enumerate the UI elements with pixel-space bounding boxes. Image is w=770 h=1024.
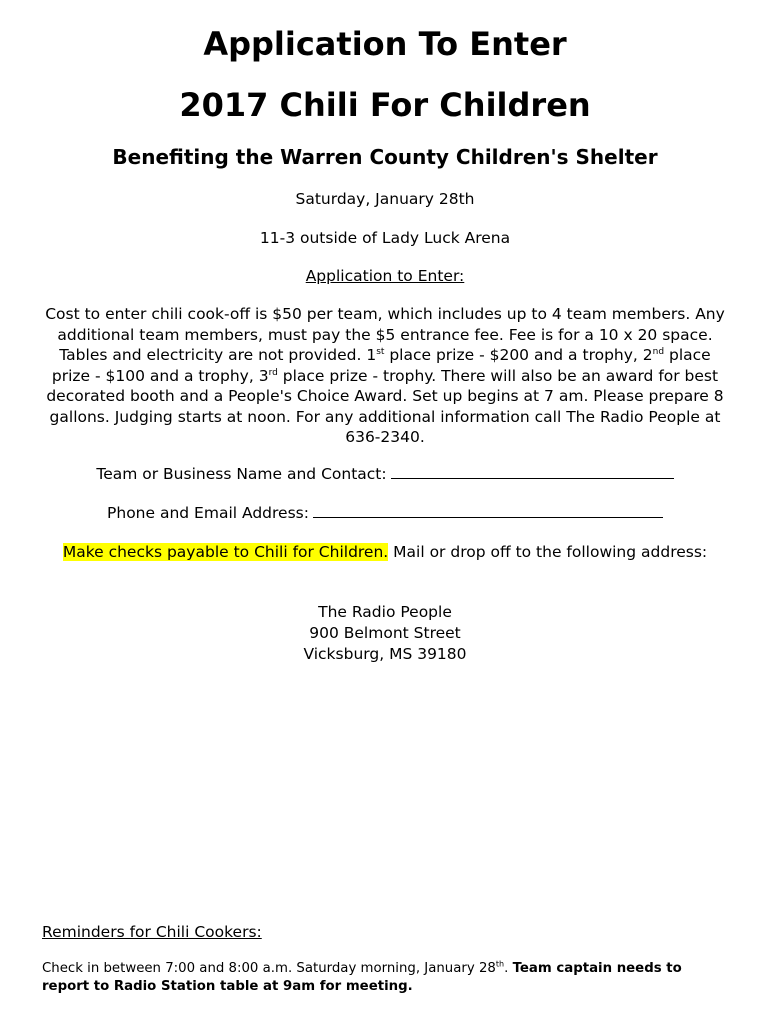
application-heading: Application to Enter: xyxy=(305,267,465,285)
superscript-nd: nd xyxy=(652,346,665,357)
checkin-text: Check in between 7:00 and 8:00 a.m. Saturday morning, January 28 xyxy=(42,961,496,976)
superscript-rd: rd xyxy=(268,367,278,378)
event-date: Saturday, January 28th xyxy=(295,190,475,208)
team-name-label: Team or Business Name and Contact: xyxy=(96,465,387,483)
reminders-heading: Reminders for Chili Cookers: xyxy=(42,923,262,941)
payment-highlight: Make checks payable to Chili for Children. xyxy=(62,543,389,561)
paragraph-text-2: place prize - $200 and a trophy, 2 xyxy=(384,346,653,364)
event-time-location: 11-3 outside of Lady Luck Arena xyxy=(259,229,511,247)
checkin-reminder xyxy=(42,960,732,996)
phone-email-label: Phone and Email Address: xyxy=(107,504,309,522)
checkin-bold-text: Team captain needs to report to Radio Station table at 9am for meeting. xyxy=(42,961,682,994)
page-subtitle: Benefiting the Warren County Children's Shelter xyxy=(112,145,658,169)
checkin-period: . xyxy=(504,961,513,976)
team-name-row xyxy=(0,464,770,484)
paragraph-text-3: place prize - $100 and a trophy, 3 xyxy=(51,346,711,385)
page-title-line-2: 2017 Chili For Children xyxy=(179,86,591,124)
address-street: 900 Belmont Street xyxy=(309,624,461,642)
address-name: The Radio People xyxy=(318,603,452,621)
payment-instructions xyxy=(38,542,732,563)
address-city: Vicksburg, MS 39180 xyxy=(303,645,467,663)
paragraph-text-1: Cost to enter chili cook-off is $50 per team, which includes up to 4 team members. Any additional team members, must pay the $5 entrance fee. Fee is for a 10 x 20 space. Tables and electricity are not provided. 1 xyxy=(45,305,725,364)
team-name-blank-line[interactable] xyxy=(391,464,674,479)
phone-email-row xyxy=(0,503,770,523)
phone-email-blank-line[interactable] xyxy=(313,503,663,518)
paragraph-text-4: place prize - trophy. There will also be an award for best decorated booth and a People's Choice Award. Set up begins at 7 am. Please prepare 8 gallons. Judging starts at noon. For any additional information call The Radio People at 636-2340. xyxy=(46,366,724,446)
mailing-address xyxy=(0,602,770,665)
payment-rest: Mail or drop off to the following address: xyxy=(388,543,708,561)
application-details-paragraph xyxy=(38,304,732,448)
page-title-line-1: Application To Enter xyxy=(203,25,567,63)
superscript-th: th xyxy=(495,959,505,969)
superscript-st: st xyxy=(376,346,385,357)
